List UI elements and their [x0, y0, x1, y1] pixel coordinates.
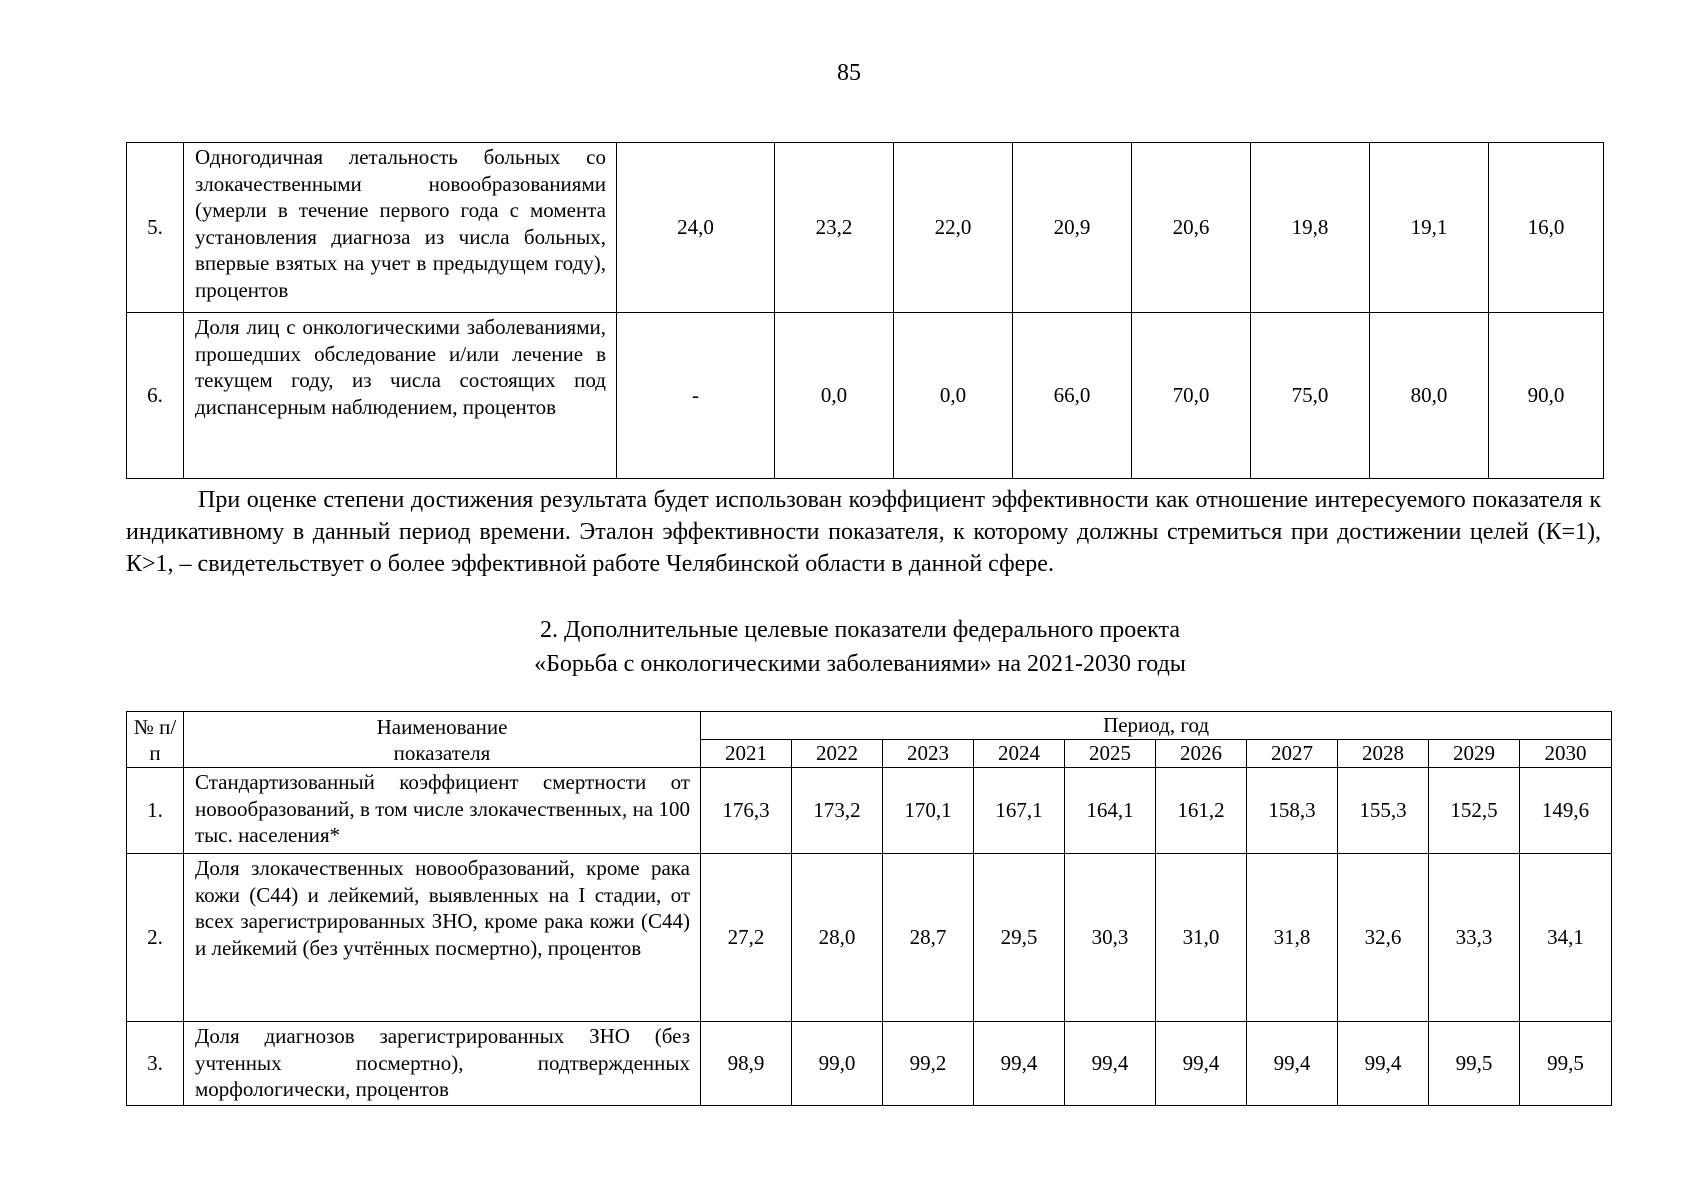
section-title-line-1: 2. Дополнительные целевые показатели федерального проекта: [540, 617, 1180, 643]
table-row: [127, 854, 1612, 1022]
indicator-value: 31,0: [1156, 854, 1247, 1022]
row-number: 2.: [127, 854, 184, 1022]
header-year: 2024: [974, 740, 1065, 768]
indicator-value: 99,5: [1429, 1022, 1520, 1106]
table-row: [127, 143, 1604, 313]
header-year: 2023: [883, 740, 974, 768]
header-number: № п/п: [127, 712, 184, 768]
header-year: 2029: [1429, 740, 1520, 768]
header-year: 2022: [792, 740, 883, 768]
indicator-value: 33,3: [1429, 854, 1520, 1022]
indicator-name: [184, 854, 701, 1022]
indicator-value: 20,9: [1013, 143, 1132, 313]
row-number: 5.: [127, 143, 184, 313]
header-year: 2028: [1338, 740, 1429, 768]
indicator-value: 29,5: [974, 854, 1065, 1022]
indicator-value: 99,4: [1156, 1022, 1247, 1106]
header-year: 2027: [1247, 740, 1338, 768]
indicator-value: 155,3: [1338, 768, 1429, 854]
indicator-value: 152,5: [1429, 768, 1520, 854]
indicator-value: 164,1: [1065, 768, 1156, 854]
indicator-value: 173,2: [792, 768, 883, 854]
indicator-value: 28,7: [883, 854, 974, 1022]
indicator-value: 70,0: [1132, 313, 1251, 479]
indicator-value: 19,1: [1370, 143, 1489, 313]
indicator-name-text: Доля лиц с онкологическими заболеваниями, прошедших обследование и/или лечение в текущем году, из числа состоящих под диспансерным наблюдением, процентов: [195, 315, 606, 419]
indicator-name: [184, 313, 617, 479]
indicator-value: 99,0: [792, 1022, 883, 1106]
indicator-value: 23,2: [775, 143, 894, 313]
indicator-value: 90,0: [1489, 313, 1604, 479]
indicators-table-continued: [126, 142, 1604, 479]
indicator-value: 99,5: [1520, 1022, 1612, 1106]
table-row: [127, 768, 1612, 854]
header-year: 2026: [1156, 740, 1247, 768]
row-number: 3.: [127, 1022, 184, 1106]
indicator-value: 80,0: [1370, 313, 1489, 479]
indicator-value: 161,2: [1156, 768, 1247, 854]
section-title-line-2: «Борьба с онкологическими заболеваниями» на 2021-2030 годы: [534, 651, 1186, 677]
header-row: [127, 712, 1612, 740]
row-number: 1.: [127, 768, 184, 854]
indicator-value: 28,0: [792, 854, 883, 1022]
indicator-value: 99,4: [974, 1022, 1065, 1106]
indicator-value: 34,1: [1520, 854, 1612, 1022]
indicator-name-text: Одногодичная летальность больных со злокачественными новообразованиями (умерли в течение первого года с момента установления диагноза из числа больных, впервые взятых на учет в предыдущем году), процентов: [195, 145, 606, 302]
additional-indicators-table: [126, 711, 1612, 1106]
indicator-value: 31,8: [1247, 854, 1338, 1022]
header-year: 2021: [701, 740, 792, 768]
indicator-value: 167,1: [974, 768, 1065, 854]
indicator-name: [184, 1022, 701, 1106]
header-indicator-name: Наименование показателя: [184, 712, 701, 768]
indicator-value: 16,0: [1489, 143, 1604, 313]
indicator-value: 176,3: [701, 768, 792, 854]
indicator-name-text: Стандартизованный коэффициент смертности от новообразований, в том числе злокачественных, на 100 тыс. населения*: [195, 770, 690, 847]
table-row: [127, 1022, 1612, 1106]
indicator-value: 149,6: [1520, 768, 1612, 854]
table-row: [127, 313, 1604, 479]
indicator-value: 0,0: [894, 313, 1013, 479]
indicator-value: 27,2: [701, 854, 792, 1022]
indicator-value: 75,0: [1251, 313, 1370, 479]
indicator-name-text: Доля злокачественных новообразований, кроме рака кожи (С44) и лейкемий, выявленных на I стадии, от всех зарегистрированных ЗНО, кроме рака кожи (С44) и лейкемий (без учтённых посмертно), процентов: [195, 856, 690, 960]
header-year: 2025: [1065, 740, 1156, 768]
indicator-value: 99,2: [883, 1022, 974, 1106]
indicator-value: 99,4: [1247, 1022, 1338, 1106]
header-year: 2030: [1520, 740, 1612, 768]
indicator-value: 22,0: [894, 143, 1013, 313]
indicator-value: 99,4: [1338, 1022, 1429, 1106]
indicator-value: 98,9: [701, 1022, 792, 1106]
indicator-value: 99,4: [1065, 1022, 1156, 1106]
indicator-value: 24,0: [617, 143, 775, 313]
page-number: 85: [837, 60, 861, 86]
indicator-value: 20,6: [1132, 143, 1251, 313]
indicator-value: 19,8: [1251, 143, 1370, 313]
indicator-name: [184, 768, 701, 854]
indicator-name: [184, 143, 617, 313]
indicator-name-text: Доля диагнозов зарегистрированных ЗНО (без учтенных посмертно), подтвержденных морфологически, процентов: [195, 1024, 690, 1101]
indicator-value: 158,3: [1247, 768, 1338, 854]
indicator-value: 66,0: [1013, 313, 1132, 479]
indicator-value: 0,0: [775, 313, 894, 479]
indicator-value: 30,3: [1065, 854, 1156, 1022]
indicator-value: 170,1: [883, 768, 974, 854]
efficiency-paragraph: При оценке степени достижения результата будет использован коэффициент эффективности как отношение интересуемого показателя к индикативному в данный период времени. Эталон эффективности показателя, к которому должны стремиться при достижении целей (К=1), К>1, – свидетельствует о более эффективной работе Челябинской области в данной сфере.: [126, 487, 1601, 577]
header-period: Период, год: [701, 712, 1612, 740]
indicator-value: 32,6: [1338, 854, 1429, 1022]
indicator-value: -: [617, 313, 775, 479]
row-number: 6.: [127, 313, 184, 479]
